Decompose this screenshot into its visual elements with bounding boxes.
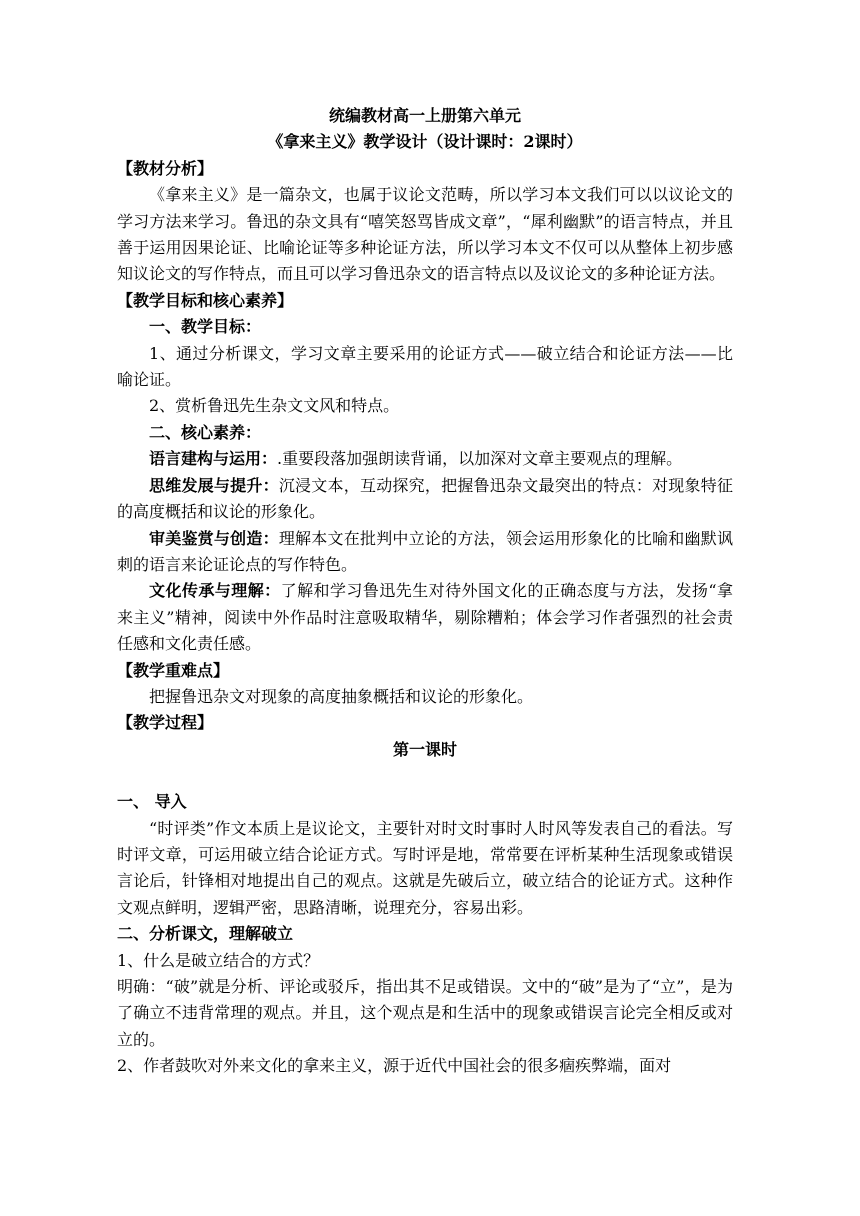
blank-line [117,763,733,789]
core-literacy-label-1: 语言建构与运用： [149,449,278,469]
core-literacy-label-2: 思维发展与提升： [149,475,279,495]
key-difficulties-paragraph: 把握鲁迅杂文对现象的高度抽象概括和议论的形象化。 [149,686,534,706]
doc-title-line1: 统编教材高一上册第六单元 [328,106,521,125]
core-literacy-text-2: 沉浸文本，互动探究，把握鲁迅杂文最突出的特点：对现象特征的高度概括和议论的形象化。 [117,475,733,522]
question-1: 1、什么是破立结合的方式？ [117,950,320,970]
question-2: 2、作者鼓吹对外来文化的拿来主义，源于近代中国社会的很多痼疾弊端，面对 [117,1056,672,1076]
lesson-one-heading: 第一课时 [392,739,457,759]
answer-1: 明确：“破”就是分析、评论或驳斥，指出其不足或错误。文中的“破”是为了“立”，是为了确立不违背常理的观点。并且，这个观点是和生活中的现象或错误言论完全相反或对立的。 [117,977,733,1049]
objective-item-1: 1、通过分析课文，学习文章主要采用的论证方式——破立结合和论证方法——比喻论证。 [117,343,733,390]
core-literacy-subheading: 二、核心素养： [149,422,262,442]
section-heading-key-difficulties: 【教学重难点】 [117,660,230,680]
core-literacy-item-3 [117,526,733,579]
core-literacy-label-3: 审美鉴赏与创造： [149,528,279,548]
core-literacy-item-2 [117,473,733,526]
objectives-subheading: 一、教学目标： [149,317,262,337]
intro-heading: 一、 导入 [117,792,187,812]
core-literacy-item-4 [117,578,733,657]
doc-title-line2: 《拿来主义》教学设计（设计课时：2课时） [267,132,583,152]
core-literacy-text-4: 了解和学习鲁迅先生对待外国文化的正确态度与方法，发扬“拿来主义”精神，阅读中外作品时注意吸取精华，剔除糟粕；体会学习作者强烈的社会责任感和文化责任感。 [117,581,733,654]
section-heading-material-analysis: 【教材分析】 [117,158,214,178]
intro-paragraph: “时评类”作文本质上是议论文，主要针对时文时事时人时风等发表自己的看法。写时评文章，可运用破立结合论证方式。写时评是地，常常要在评析某种生活现象或错误言论后，针锋相对地提出自己的观点。这就是先破后立，破立结合的论证方式。这种作文观点鲜明，逻辑严密，思路清晰，说理充分，容易出彩。 [117,818,733,917]
analysis-heading: 二、分析课文，理解破立 [117,924,294,944]
section-heading-teaching-process: 【教学过程】 [117,713,214,733]
document-body [117,103,733,1080]
core-literacy-label-4: 文化传承与理解： [149,581,281,601]
core-literacy-item-1 [117,446,733,472]
material-analysis-paragraph: 《拿来主义》是一篇杂文，也属于议论文范畴，所以学习本文我们可以以议论文的学习方法来学习。鲁迅的杂文具有“嘻笑怒骂皆成文章”，“犀利幽默”的语言特点，并且善于运用因果论证、比喻论证等多种论证方法，所以学习本文不仅可以从整体上初步感知议论文的写作特点，而且可以学习鲁迅杂文的语言特点以及议论文的多种论证方法。 [117,185,733,284]
objective-item-2: 2、赏析鲁迅先生杂文文风和特点。 [149,396,400,416]
section-heading-objectives: 【教学目标和核心素养】 [117,290,294,310]
core-literacy-text-1: .重要段落加强朗读背诵，以加深对文章主要观点的理解。 [277,449,683,469]
core-literacy-text-3: 理解本文在批判中立论的方法，领会运用形象化的比喻和幽默讽刺的语言来论证论点的写作特色。 [117,528,733,574]
